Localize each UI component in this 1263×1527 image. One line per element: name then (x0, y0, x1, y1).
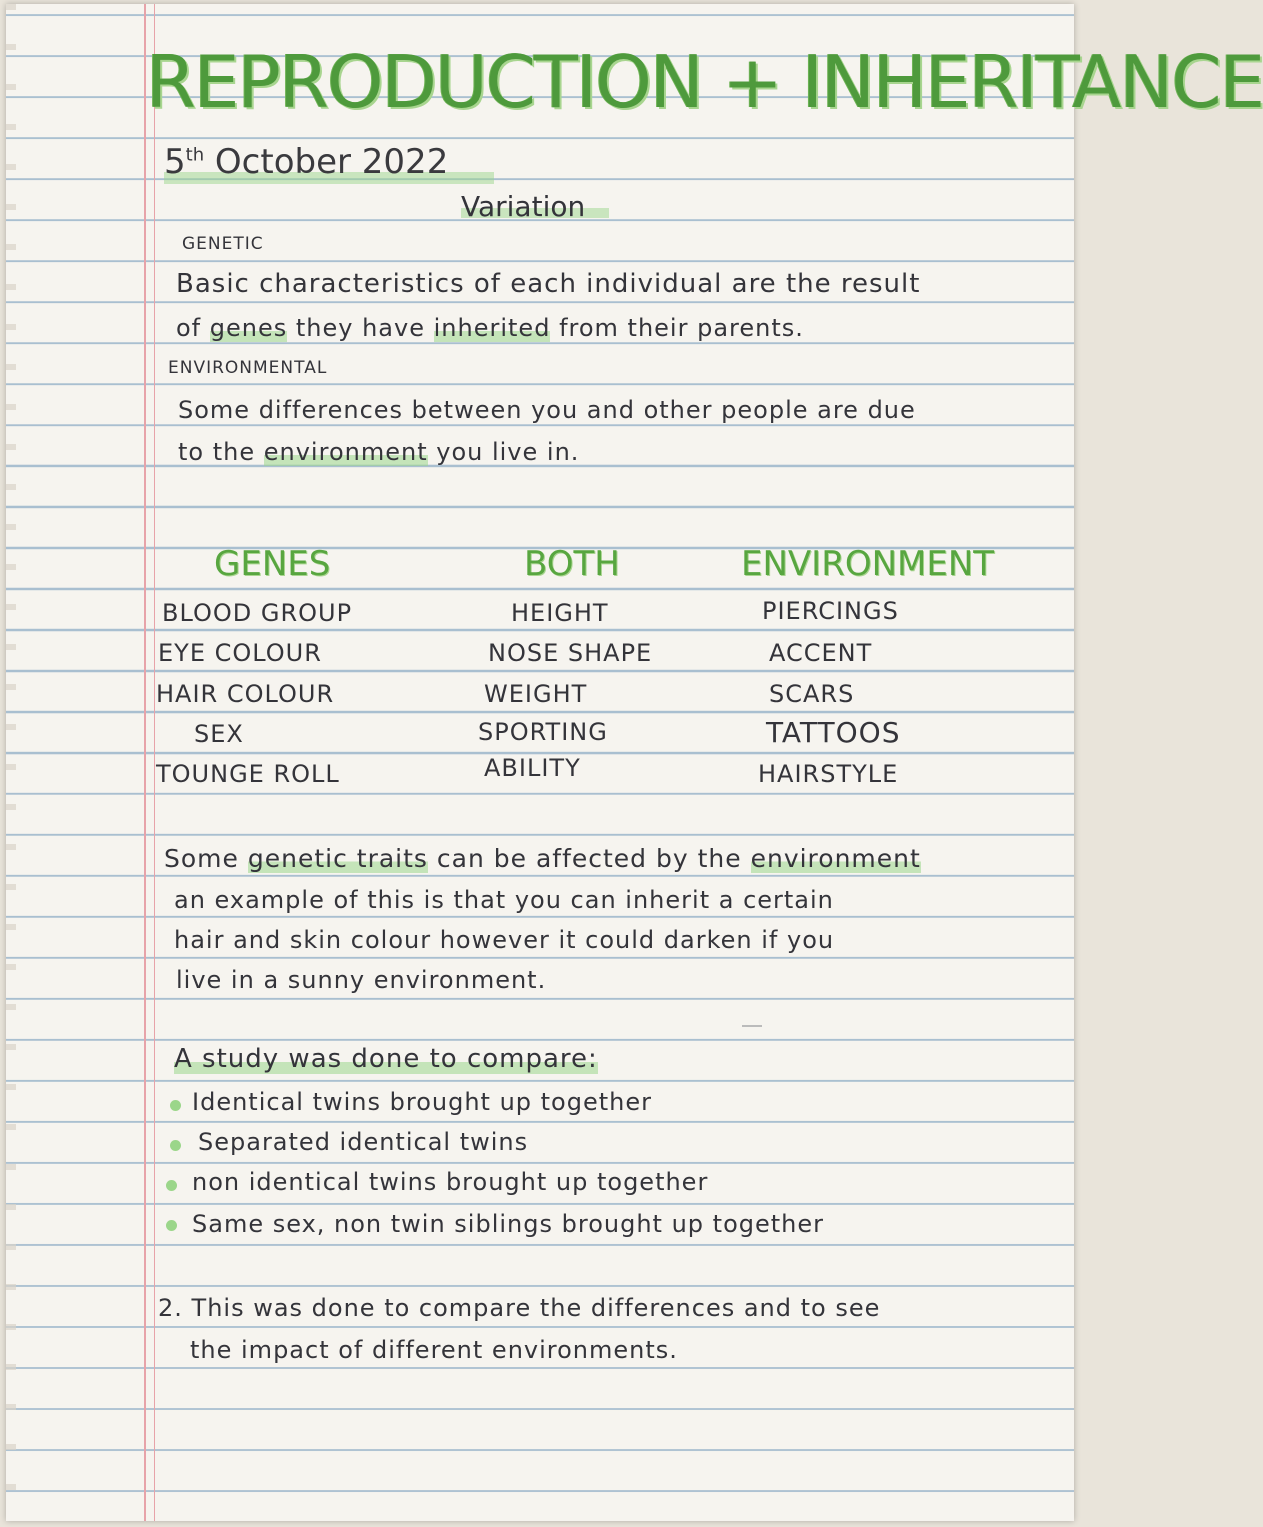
genes-item: HAIR COLOUR (156, 680, 335, 708)
bullet-icon (166, 1220, 177, 1231)
both-item: NOSE SHAPE (488, 639, 653, 667)
both-item: HEIGHT (511, 599, 609, 627)
environmental-line-2 (178, 438, 579, 466)
text-span: from their parents. (550, 314, 804, 342)
column-header-environment: ENVIRONMENT (741, 544, 995, 584)
study-intro (174, 1044, 598, 1074)
genetic-label: GENETIC (182, 234, 264, 254)
conclusion-line-2: the impact of different environments. (190, 1336, 678, 1364)
highlight-study-intro: A study was done to compare: (174, 1044, 598, 1074)
both-item: SPORTING (478, 718, 608, 746)
genes-item: TOUNGE ROLL (156, 760, 340, 788)
environment-item: SCARS (769, 680, 855, 708)
text-span: Some (164, 844, 248, 873)
bullet-icon (170, 1140, 181, 1151)
environment-item: TATTOOS (766, 716, 901, 749)
genes-item: EYE COLOUR (158, 639, 322, 667)
text-span: you live in. (427, 438, 580, 466)
date (164, 142, 448, 182)
paragraph-line-2: an example of this is that you can inherit a certain (174, 886, 834, 914)
highlight-genes: genes (209, 314, 288, 342)
genes-item: SEX (194, 720, 244, 748)
paragraph-line-4: live in a sunny environment. (176, 966, 547, 994)
date-rest: October 2022 (214, 142, 449, 182)
study-bullet: non identical twins brought up together (192, 1168, 709, 1196)
text-span: of (176, 314, 210, 342)
genetic-line-1: Basic characteristics of each individual are the result (176, 269, 921, 299)
conclusion-line-1: 2. This was done to compare the differences and to see (158, 1294, 881, 1322)
both-item: WEIGHT (484, 680, 588, 708)
environmental-label: ENVIRONMENTAL (168, 358, 328, 378)
page-title: REPRODUCTION + INHERITANCE (146, 40, 1263, 124)
text-span: can be affected by the (427, 844, 751, 873)
genetic-line-2 (176, 314, 804, 342)
genes-item: BLOOD GROUP (162, 599, 353, 627)
date-suffix: th (185, 144, 205, 166)
study-bullet: Identical twins brought up together (192, 1088, 652, 1116)
section-subtitle: Variation (461, 190, 586, 223)
text-span: to the (178, 438, 264, 466)
environment-item: HAIRSTYLE (758, 760, 899, 788)
divider (742, 1025, 762, 1027)
column-header-both: BOTH (524, 544, 620, 584)
page-edge (6, 4, 16, 1521)
paragraph-line-1 (164, 844, 921, 873)
column-header-genes: GENES (214, 544, 331, 584)
environmental-line-1: Some differences between you and other people are due (178, 396, 916, 424)
paragraph-line-3: hair and skin colour however it could darken if you (174, 926, 835, 954)
highlight-environment-2: environment (750, 844, 921, 873)
study-bullet: Same sex, non twin siblings brought up together (192, 1210, 824, 1238)
notebook-page (6, 4, 1263, 1521)
highlight-inherited: inherited (433, 314, 551, 342)
bullet-icon (170, 1100, 181, 1111)
environment-item: PIERCINGS (762, 597, 899, 625)
text-span: they have (287, 314, 434, 342)
both-item: ABILITY (484, 754, 581, 782)
highlight-genetic-traits: genetic traits (247, 844, 428, 873)
highlight-environment: environment (263, 438, 428, 466)
environment-item: ACCENT (769, 639, 873, 667)
bullet-icon (166, 1180, 177, 1191)
study-bullet: Separated identical twins (198, 1128, 529, 1156)
date-day: 5 (164, 142, 186, 182)
